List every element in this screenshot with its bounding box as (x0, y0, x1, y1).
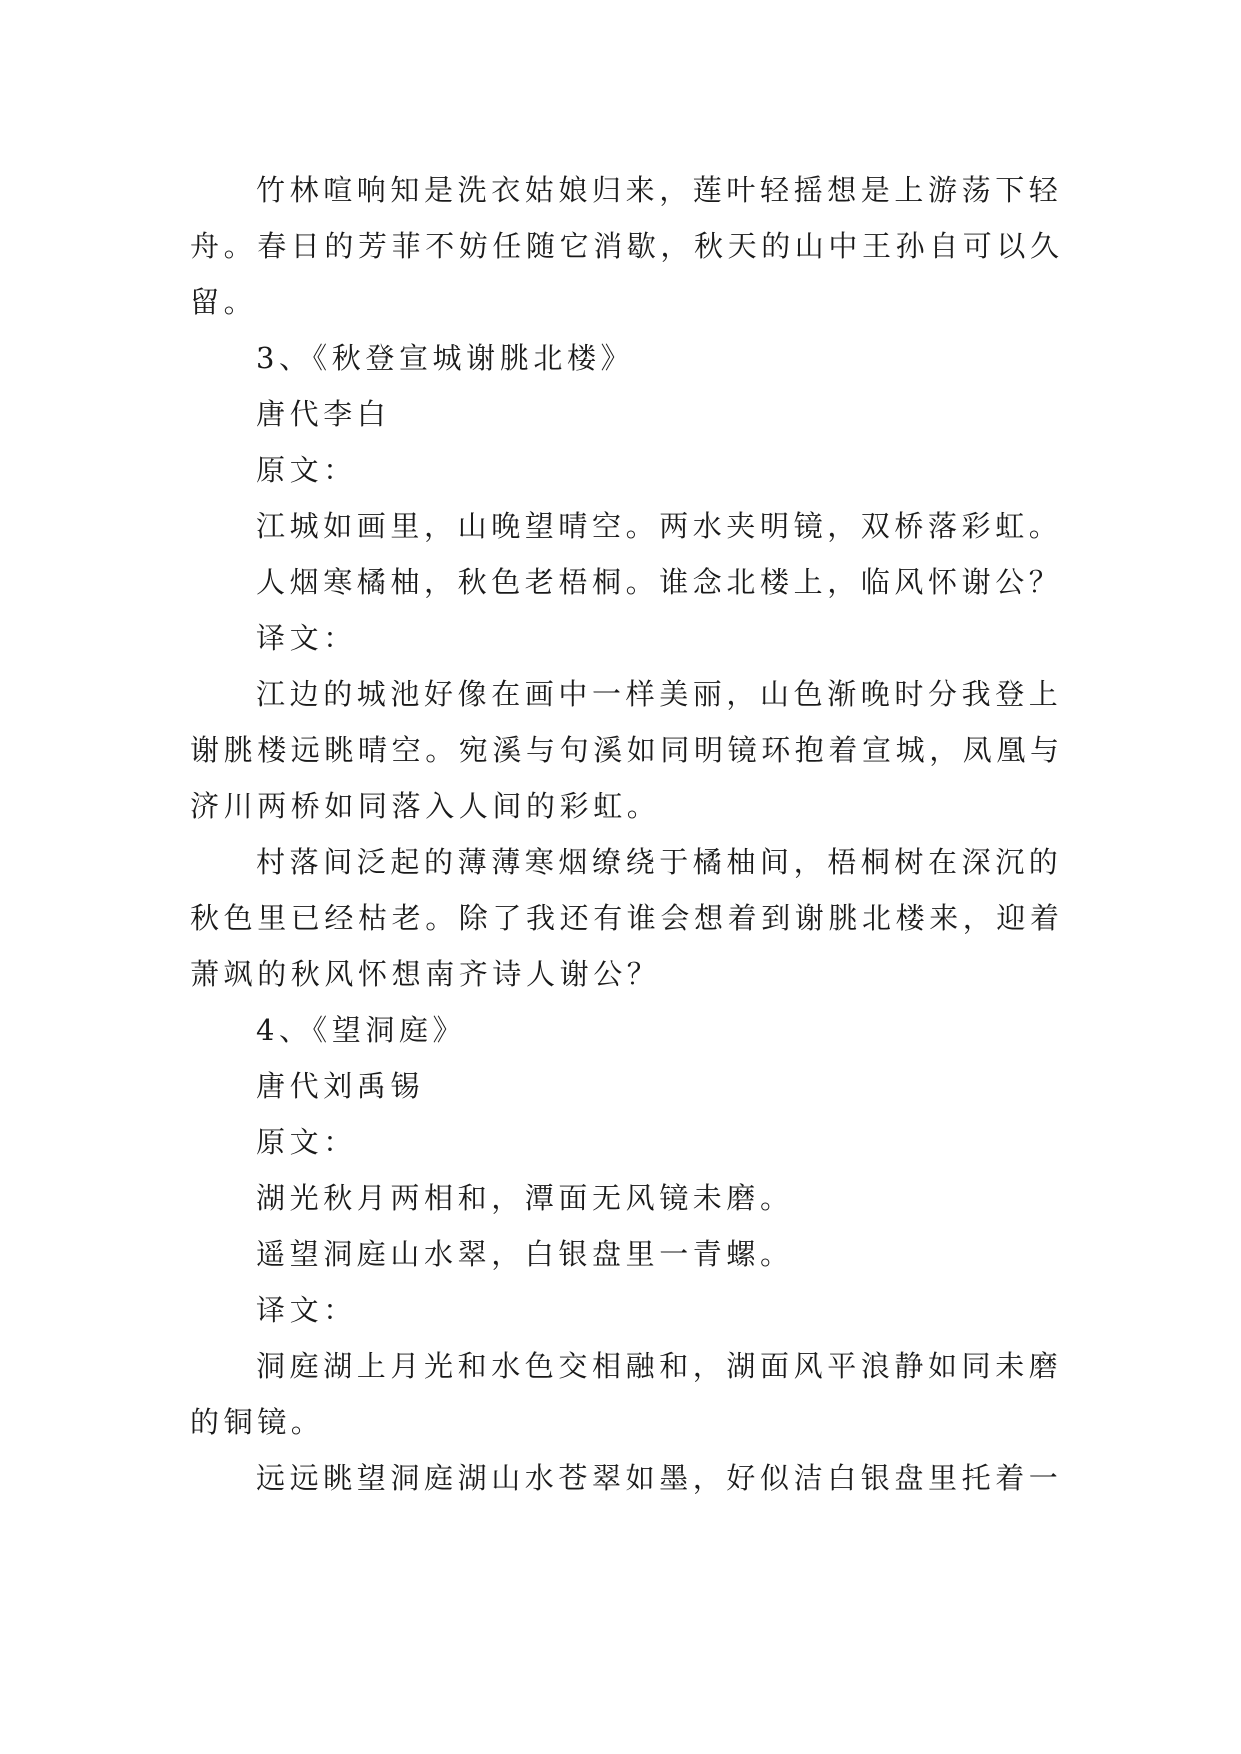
poem-line: 人烟寒橘柚，秋色老梧桐。谁念北楼上，临风怀谢公？ (256, 565, 1063, 599)
paragraph-line: 洞庭湖上月光和水色交相融和，湖面风平浪静如同未磨 (256, 1349, 1063, 1383)
paragraph-line: 的铜镜。 (190, 1405, 325, 1439)
poem-heading: 3、《秋登宣城谢朓北楼》 (256, 341, 635, 375)
paragraph-line: 远远眺望洞庭湖山水苍翠如墨，好似洁白银盘里托着一 (256, 1461, 1063, 1495)
paragraph-line: 江边的城池好像在画中一样美丽，山色渐晚时分我登上 (256, 677, 1063, 711)
poem-heading: 4、《望洞庭》 (256, 1013, 467, 1047)
paragraph-line: 竹林喧响知是洗衣姑娘归来，莲叶轻摇想是上游荡下轻 (256, 173, 1063, 207)
poem-author: 唐代李白 (256, 397, 391, 431)
poem-line: 湖光秋月两相和，潭面无风镜未磨。 (256, 1181, 794, 1215)
document-body (190, 162, 1064, 1506)
paragraph-line: 萧飒的秋风怀想南齐诗人谢公？ (190, 957, 661, 991)
section-label-translation: 译文： (256, 1293, 357, 1327)
paragraph-line: 留。 (190, 285, 258, 319)
paragraph-line: 谢朓楼远眺晴空。宛溪与句溪如同明镜环抱着宣城，凤凰与 (190, 733, 1064, 767)
poem-line: 江城如画里，山晚望晴空。两水夹明镜，双桥落彩虹。 (256, 509, 1063, 543)
poem-line: 遥望洞庭山水翠，白银盘里一青螺。 (256, 1237, 794, 1271)
section-label-original: 原文： (256, 1125, 357, 1159)
section-label-original: 原文： (256, 453, 357, 487)
section-label-translation: 译文： (256, 621, 357, 655)
paragraph-line: 村落间泛起的薄薄寒烟缭绕于橘柚间，梧桐树在深沉的 (256, 845, 1063, 879)
paragraph-line: 舟。春日的芳菲不妨任随它消歇，秋天的山中王孙自可以久 (190, 229, 1064, 263)
paragraph-line: 济川两桥如同落入人间的彩虹。 (190, 789, 661, 823)
paragraph-line: 秋色里已经枯老。除了我还有谁会想着到谢朓北楼来，迎着 (190, 901, 1064, 935)
poem-author: 唐代刘禹锡 (256, 1069, 425, 1103)
